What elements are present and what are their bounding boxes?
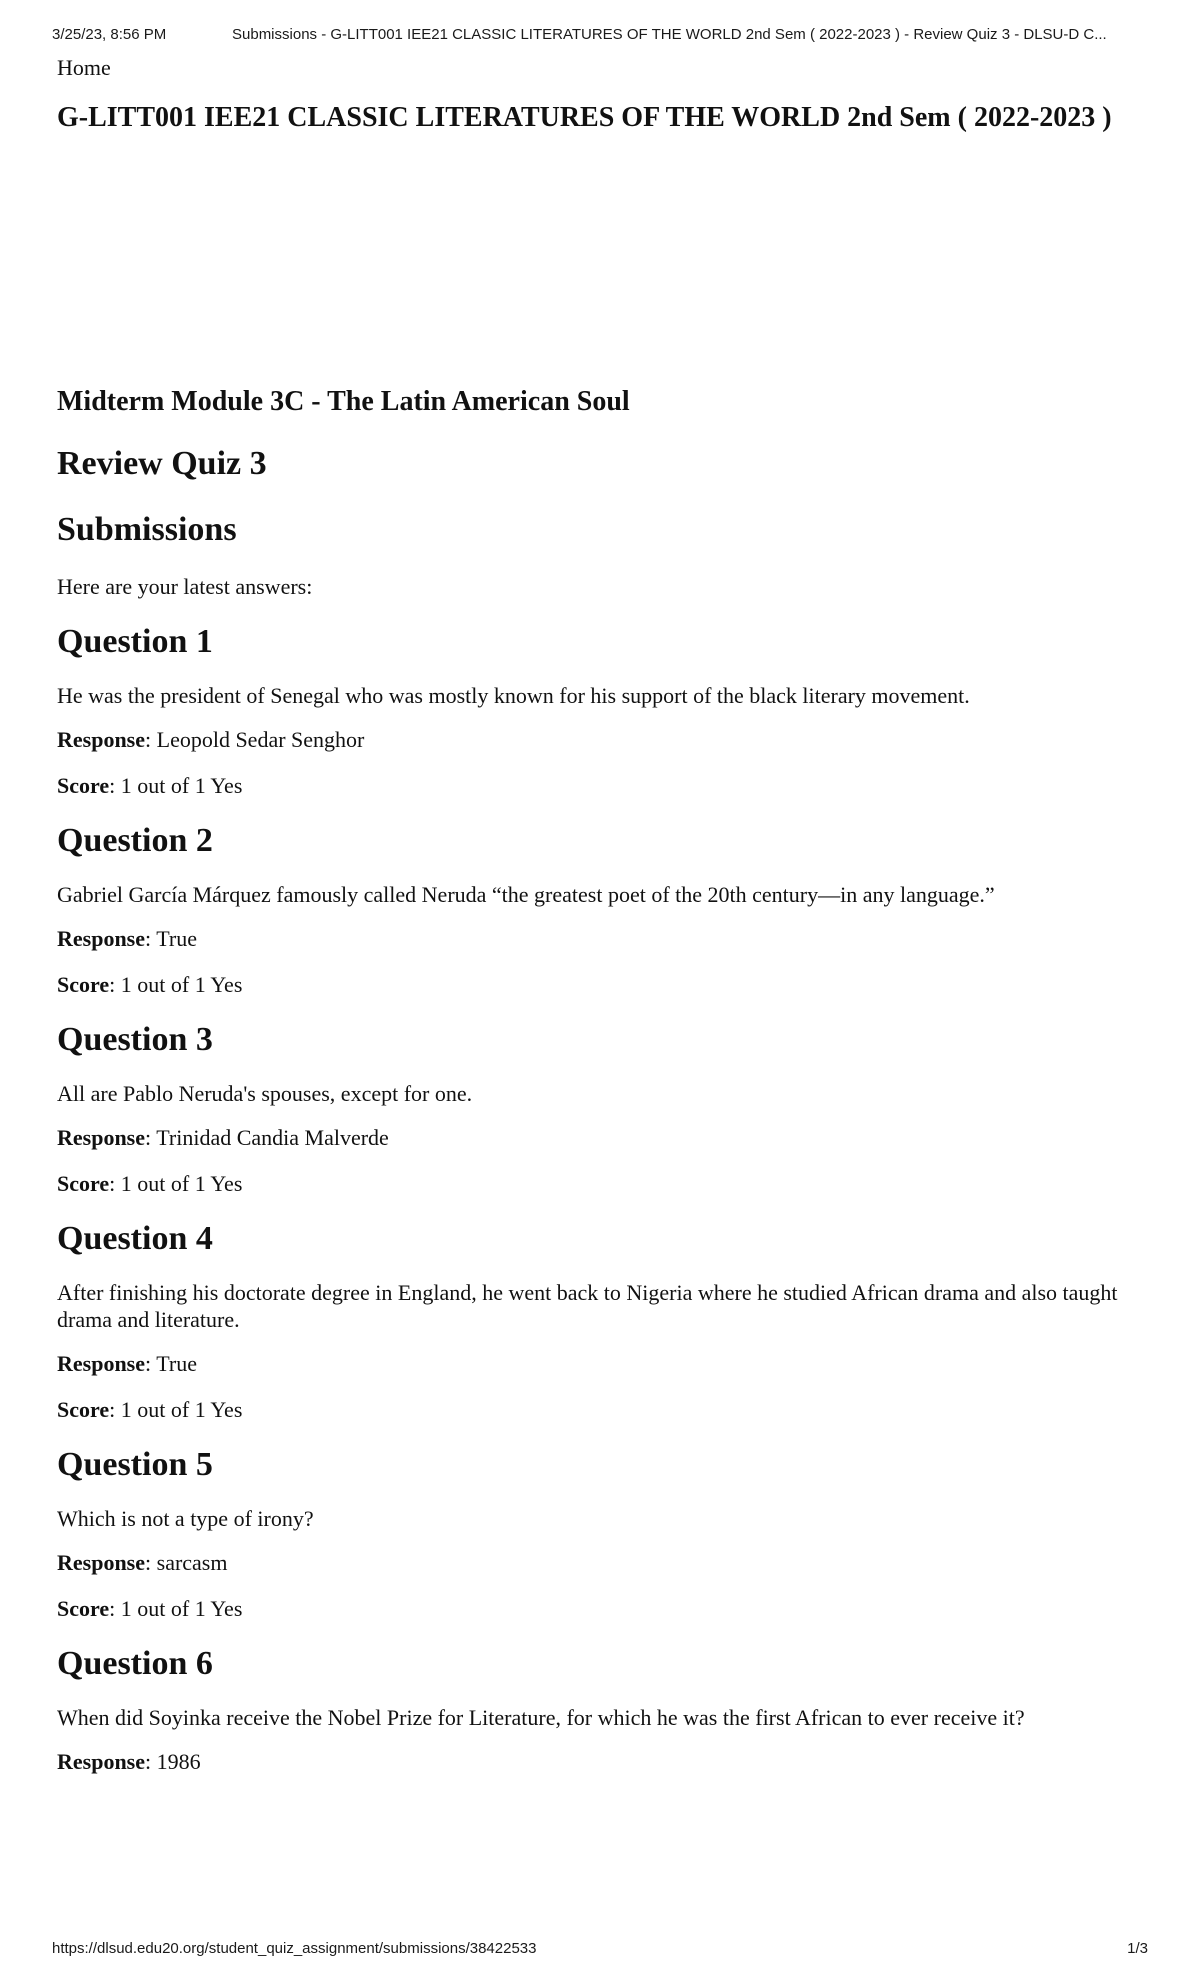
response-label: Response xyxy=(57,1749,146,1774)
score-value: : 1 out of 1 Yes xyxy=(109,1171,243,1196)
score-value: : 1 out of 1 Yes xyxy=(109,1397,243,1422)
score-value: : 1 out of 1 Yes xyxy=(109,773,243,798)
quiz-title: Review Quiz 3 xyxy=(57,445,267,482)
response-value: : 1986 xyxy=(145,1749,201,1774)
question-text: After finishing his doctorate degree in England, he went back to Nigeria where he studied African drama and also taught drama and literature. xyxy=(57,1280,1118,1332)
response-value: : sarcasm xyxy=(145,1550,228,1575)
score-line xyxy=(57,1395,1137,1425)
question-title: Question 5 xyxy=(57,1446,213,1483)
page-number: 1/3 xyxy=(1127,1940,1148,1957)
question-block xyxy=(57,819,1137,1000)
submissions-title: Submissions xyxy=(57,511,237,548)
question-title: Question 1 xyxy=(57,623,213,660)
score-label: Score xyxy=(57,1171,110,1196)
response-label: Response xyxy=(57,1550,146,1575)
question-title: Question 6 xyxy=(57,1645,213,1682)
response-value: : Leopold Sedar Senghor xyxy=(145,727,365,752)
question-block xyxy=(57,1443,1137,1624)
print-url: https://dlsud.edu20.org/student_quiz_assignment/submissions/38422533 xyxy=(52,1940,537,1957)
page-content xyxy=(57,52,1137,1777)
question-block xyxy=(57,1642,1137,1777)
response-label: Response xyxy=(57,1351,146,1376)
print-document-title: Submissions - G-LITT001 IEE21 CLASSIC LITERATURES OF THE WORLD 2nd Sem ( 2022-2023 ) - Review Quiz 3 - DLSU-D C... xyxy=(232,26,1107,43)
response-value: : True xyxy=(145,1351,197,1376)
question-block xyxy=(57,1018,1137,1199)
score-label: Score xyxy=(57,1397,110,1422)
question-text: Which is not a type of irony? xyxy=(57,1506,314,1531)
question-title: Question 2 xyxy=(57,822,213,859)
print-datetime: 3/25/23, 8:56 PM xyxy=(52,26,167,43)
score-value: : 1 out of 1 Yes xyxy=(109,972,243,997)
question-block xyxy=(57,620,1137,801)
response-line xyxy=(57,1123,1137,1153)
score-label: Score xyxy=(57,1596,110,1621)
response-value: : True xyxy=(145,926,197,951)
score-line xyxy=(57,1169,1137,1199)
score-label: Score xyxy=(57,773,110,798)
print-header xyxy=(52,26,1160,50)
response-line xyxy=(57,1548,1137,1578)
score-label: Score xyxy=(57,972,110,997)
response-value: : Trinidad Candia Malverde xyxy=(145,1125,389,1150)
score-value: : 1 out of 1 Yes xyxy=(109,1596,243,1621)
intro-text: Here are your latest answers: xyxy=(57,574,313,599)
response-label: Response xyxy=(57,1125,146,1150)
response-line xyxy=(57,1349,1137,1379)
score-line xyxy=(57,970,1137,1000)
module-title: Midterm Module 3C - The Latin American Soul xyxy=(57,386,630,417)
question-title: Question 4 xyxy=(57,1220,213,1257)
course-title: G-LITT001 IEE21 CLASSIC LITERATURES OF THE WORLD 2nd Sem ( 2022-2023 ) xyxy=(57,102,1112,133)
score-line xyxy=(57,1594,1137,1624)
question-text: Gabriel García Márquez famously called Neruda “the greatest poet of the 20th century—in any language.” xyxy=(57,882,995,907)
response-line xyxy=(57,924,1137,954)
question-title: Question 3 xyxy=(57,1021,213,1058)
response-label: Response xyxy=(57,926,146,951)
question-text: All are Pablo Neruda's spouses, except for one. xyxy=(57,1081,473,1106)
response-line xyxy=(57,1747,1137,1777)
question-text: When did Soyinka receive the Nobel Prize for Literature, for which he was the first African to ever receive it? xyxy=(57,1705,1025,1730)
print-footer xyxy=(52,1940,1148,1962)
score-line xyxy=(57,771,1137,801)
response-line xyxy=(57,725,1137,755)
question-block xyxy=(57,1217,1137,1425)
response-label: Response xyxy=(57,727,146,752)
question-text: He was the president of Senegal who was mostly known for his support of the black literary movement. xyxy=(57,683,970,708)
home-link[interactable]: Home xyxy=(57,55,111,80)
